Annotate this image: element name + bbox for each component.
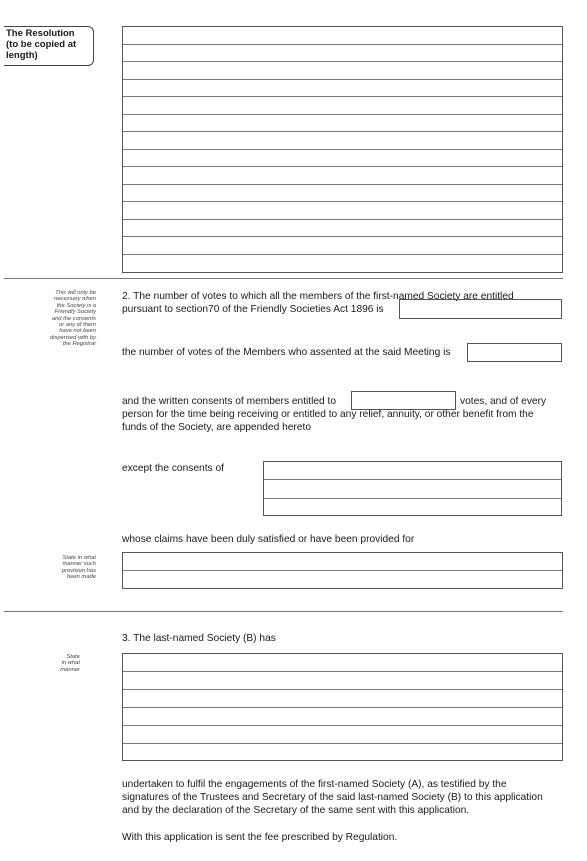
- note-line: necessary when: [54, 296, 96, 303]
- provision-note: [4, 555, 96, 581]
- written-consents-line2: person for the time being receiving or entitled to any relief, annuity, or other benefit from the: [122, 409, 534, 420]
- note-line: or any of them: [58, 322, 96, 329]
- note-line: manner: [60, 666, 80, 673]
- written-consents-votes-field[interactable]: [351, 391, 456, 410]
- written-consents-line3: funds of the Society, are appended hereto: [122, 422, 311, 433]
- section-divider: [4, 278, 563, 279]
- votes-entitled-field[interactable]: [399, 299, 562, 319]
- claims-satisfied-text: whose claims have been duly satisfied or have been provided for: [122, 534, 415, 545]
- resolution-line[interactable]: [123, 220, 562, 238]
- manner-note: [4, 654, 80, 673]
- assented-votes-field[interactable]: [467, 343, 562, 362]
- resolution-line[interactable]: [123, 80, 562, 98]
- provision-manner-area[interactable]: [122, 552, 563, 589]
- resolution-line[interactable]: [123, 150, 562, 168]
- votes-entitled-line2: pursuant to section70 of the Friendly Societies Act 1896 is: [122, 304, 384, 315]
- resolution-line[interactable]: [123, 237, 562, 255]
- written-consents-pre: and the written consents of members entitled to: [122, 396, 337, 407]
- resolution-line[interactable]: [123, 45, 562, 63]
- resolution-line[interactable]: [123, 185, 562, 203]
- except-consents-text: except the consents of: [122, 463, 224, 474]
- provision-line[interactable]: [123, 553, 562, 571]
- manner-line[interactable]: [123, 744, 562, 760]
- note-line: This will only be: [55, 290, 96, 296]
- resolution-line[interactable]: [123, 115, 562, 133]
- note-line: State in what: [62, 555, 96, 561]
- undertaking-manner-area[interactable]: [122, 653, 563, 761]
- resolution-line[interactable]: [123, 202, 562, 220]
- provision-line[interactable]: [123, 571, 562, 589]
- resolution-text-area[interactable]: [122, 26, 563, 273]
- written-consents-post: votes, and of every: [460, 396, 547, 407]
- resolution-line[interactable]: [123, 132, 562, 150]
- note-line: provision has: [61, 567, 96, 574]
- manner-line[interactable]: [123, 672, 562, 690]
- except-consents-line[interactable]: [264, 499, 561, 517]
- votes-entitled-line1: 2. The number of votes to which all the members of the first-named Society are entitled: [122, 291, 514, 302]
- manner-line[interactable]: [123, 690, 562, 708]
- note-line: Friendly Society: [54, 309, 96, 316]
- resolution-label: [4, 26, 94, 66]
- section3-title: 3. The last-named Society (B) has: [122, 633, 276, 644]
- manner-line[interactable]: [123, 708, 562, 726]
- resolution-line[interactable]: [123, 255, 562, 273]
- resolution-line[interactable]: [123, 27, 562, 45]
- fee-statement: With this application is sent the fee prescribed by Regulation.: [122, 832, 398, 843]
- resolution-label-line3: length): [6, 50, 38, 61]
- friendly-society-note: [4, 290, 96, 348]
- except-consents-area[interactable]: [263, 461, 562, 516]
- resolution-label-line2: (to be copied at: [6, 39, 77, 50]
- except-consents-line[interactable]: [264, 462, 561, 480]
- resolution-line[interactable]: [123, 62, 562, 80]
- note-line: manner such: [62, 561, 96, 568]
- manner-line[interactable]: [123, 654, 562, 672]
- note-line: been made: [66, 574, 96, 581]
- assented-votes-text: the number of votes of the Members who assented at the said Meeting is: [122, 347, 451, 358]
- note-line: the Registrar: [62, 341, 96, 348]
- resolution-line[interactable]: [123, 167, 562, 185]
- resolution-label-line1: The Resolution: [6, 28, 75, 39]
- except-consents-line[interactable]: [264, 480, 561, 498]
- resolution-line[interactable]: [123, 97, 562, 115]
- note-line: State: [66, 654, 80, 660]
- note-line: and the consents: [51, 315, 96, 322]
- section-divider: [4, 611, 563, 612]
- note-line: dispensed with by: [49, 334, 96, 341]
- undertaken-line2: signatures of the Trustees and Secretary of the said last-named Society (B) to this application: [122, 792, 543, 803]
- note-line: the Society is a: [56, 302, 96, 309]
- manner-line[interactable]: [123, 726, 562, 744]
- undertaken-line1: undertaken to fulfil the engagements of the first-named Society (A), as testified by the: [122, 779, 507, 790]
- note-line: have not been: [59, 328, 96, 335]
- undertaken-line3: and by the declaration of the Secretary of the same sent with this application.: [122, 805, 470, 816]
- note-line: in what: [61, 660, 80, 667]
